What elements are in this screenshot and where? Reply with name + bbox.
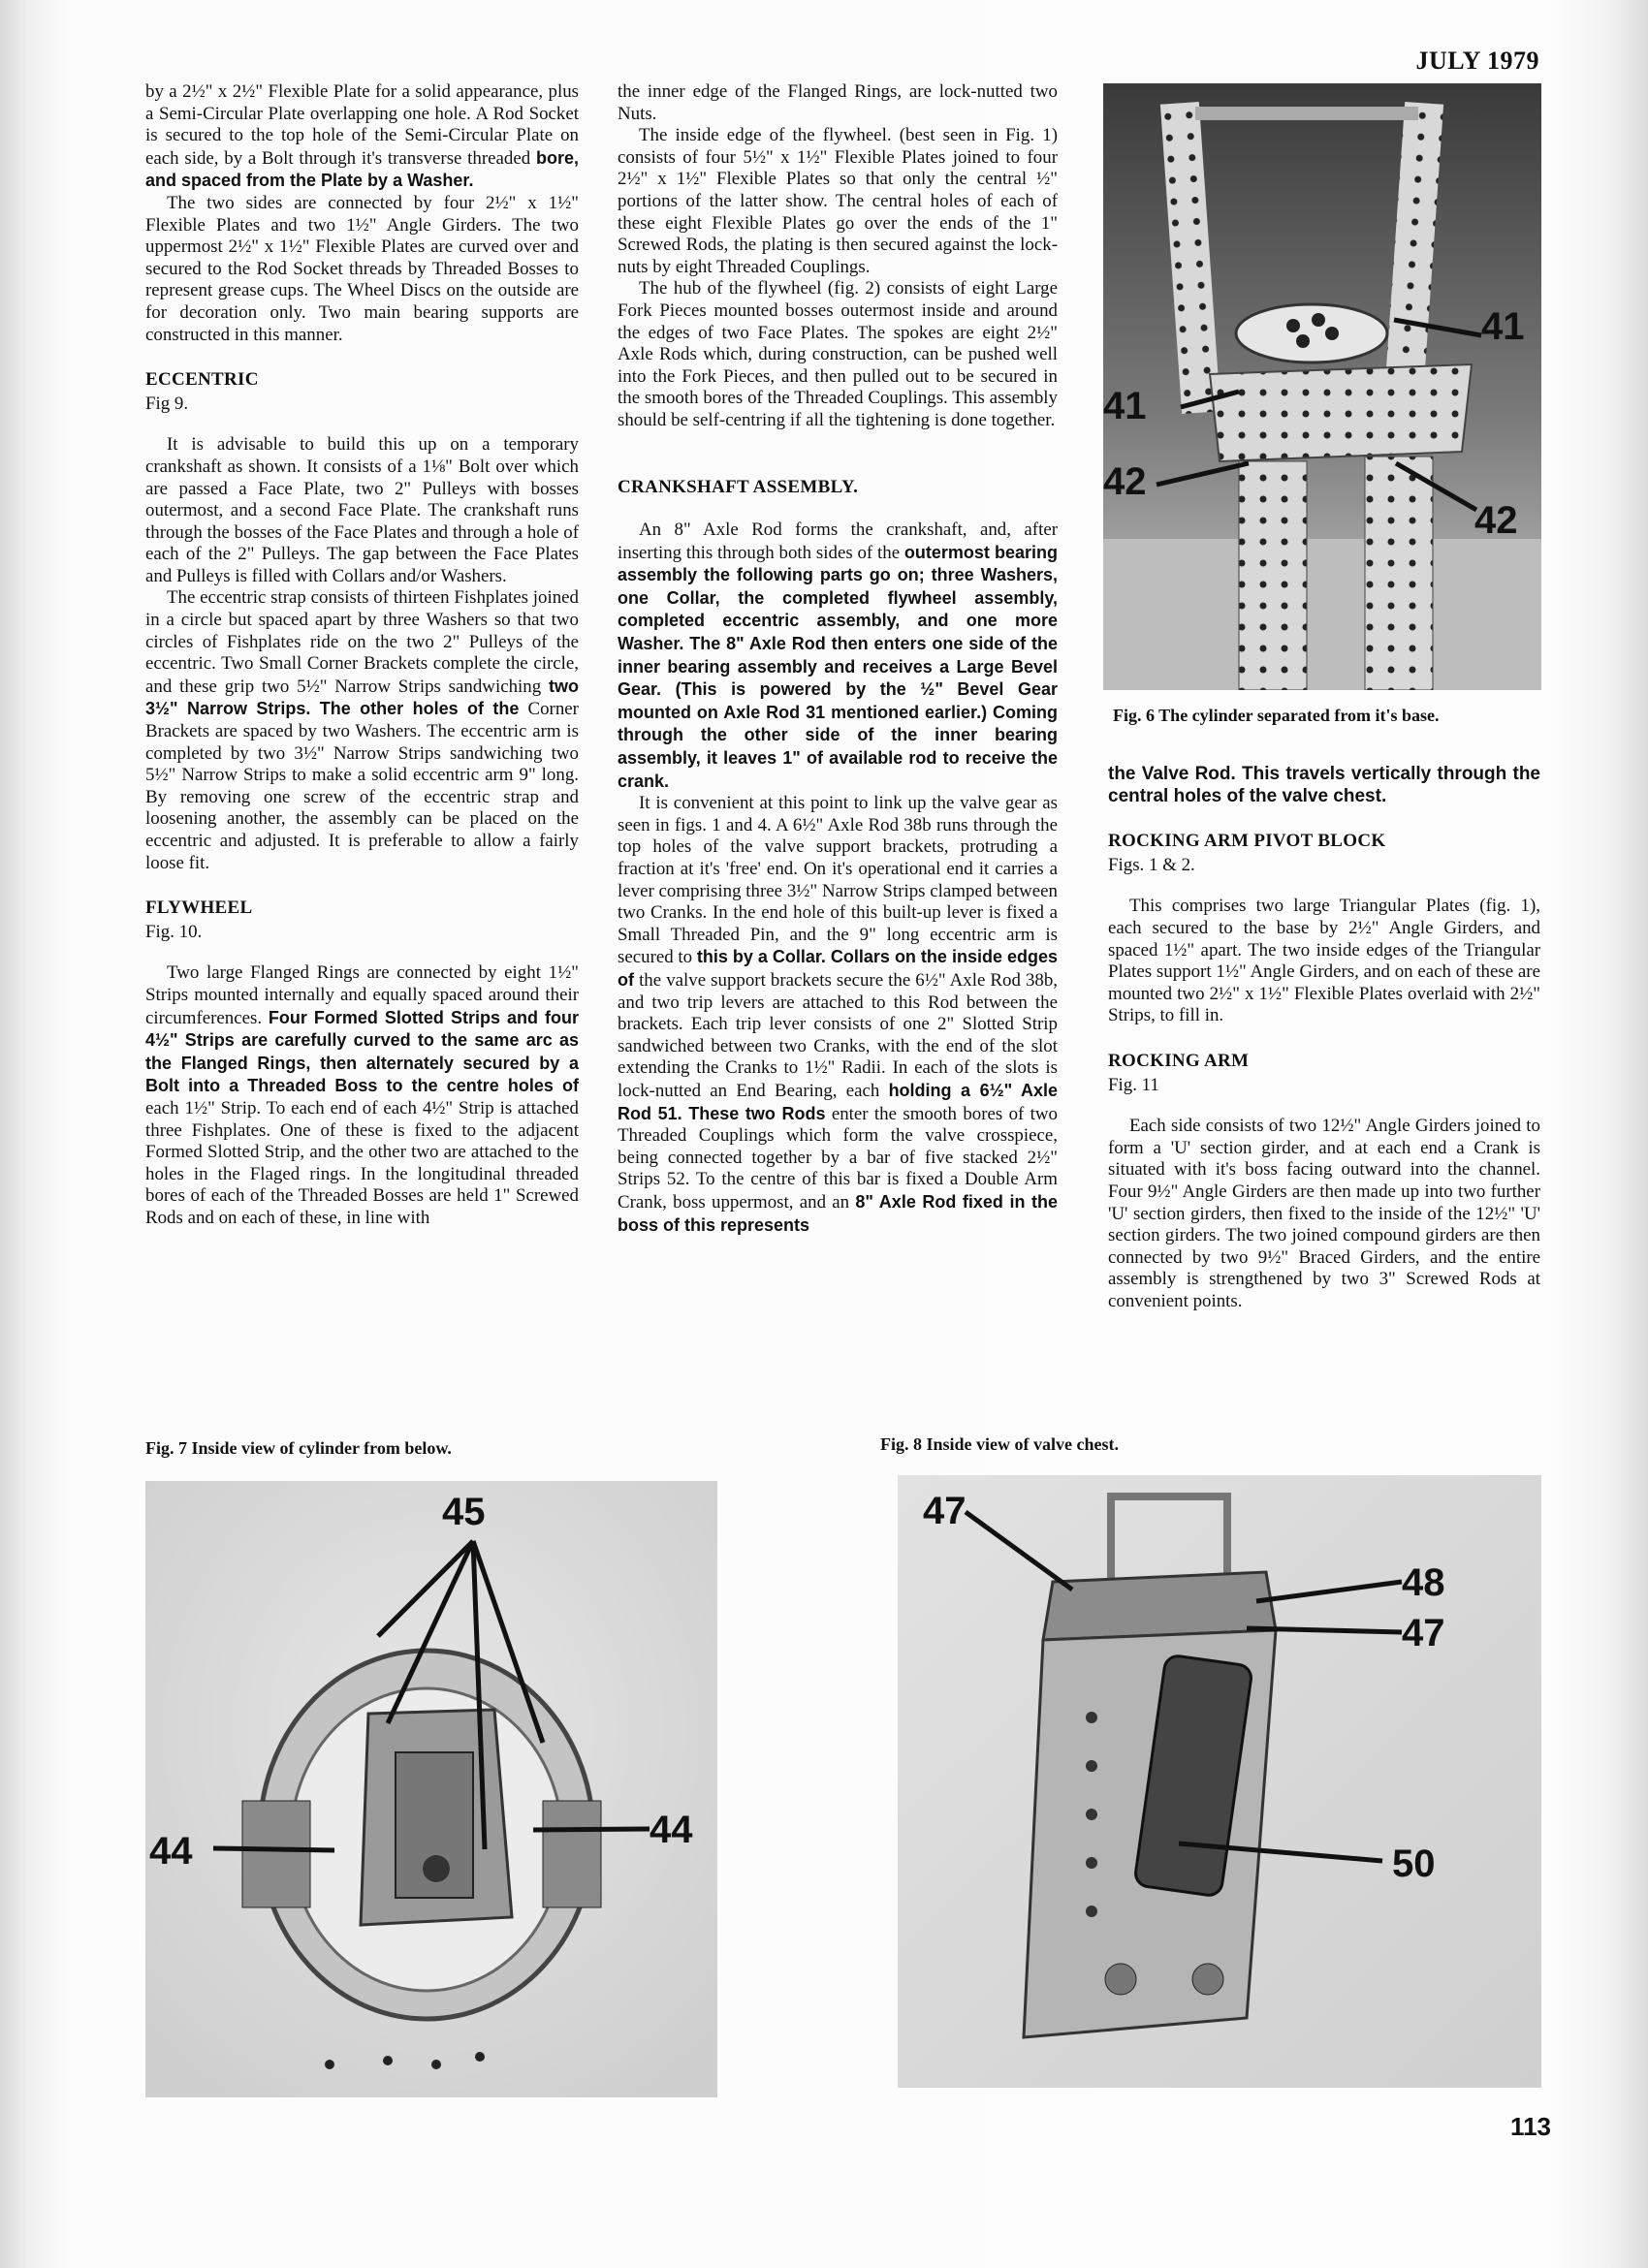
callout-label: 44 [149, 1830, 193, 1873]
cylinder-underside-illustration [145, 1481, 717, 2097]
figure-reference: Fig. 10. [145, 921, 203, 942]
paragraph: It is advisable to build this up on a temporary crankshaft as shown. It consists of a 1⅛" Bolt over which are passed a Face Plate, two 2" Pulleys with bosses outermost, and a second Face Plate. The crankshaft runs through the bosses of the Face Plates and through a hole of each of the 2" Pulleys. The gap between the Face Plates and Pulleys is filled with Collars and/or Washers. [145, 434, 579, 586]
bold-text-run: holding a 6½" Axle Rod 51. These two Rods [618, 1080, 1058, 1123]
paragraph: This comprises two large Triangular Plates (fig. 1), each secured to the base by 2½" Angle Girders, and spaced 1½" apart. The two inside edges of the Triangular Plates support 1½" Angle Girders, and on each of these are mounted two 2½" x 1½" Flexible Plates overlaid with 2½" Strips, to fill in. [1108, 896, 1540, 1026]
figure-reference: Figs. 1 & 2. [1108, 854, 1195, 875]
paragraph [618, 793, 1058, 1237]
callout-label: 41 [1481, 305, 1525, 348]
bold-text-run: Four Formed Slotted Strips and four 4½" Strips are carefully curved to the same arc as the Flanged Rings, then alternately secured by a Bolt into a Threaded Boss to the centre holes of [145, 1007, 580, 1096]
text-column-2 [618, 81, 1058, 1237]
section-heading-eccentric: ECCENTRIC [145, 369, 259, 391]
callout-label: 42 [1103, 460, 1147, 503]
paragraph [145, 81, 579, 193]
figure-8-caption: Fig. 8 Inside view of valve chest. [880, 1434, 1119, 1454]
figure-6-photo [1103, 83, 1541, 690]
callout-label: 47 [923, 1490, 967, 1532]
text-run: Corner Brackets are spaced by two Washers. The eccentric arm is completed by two 3½" Narrow Strips sandwiching two 5½" Narrow Strips to make a solid eccentric arm 9" long. By removing one screw of the eccentric strap and loosening another, the assembly can be placed on the eccentric and adjusted. It is preferable to allow a fairly loose fit. [145, 699, 579, 873]
text-run: each 1½" Strip. To each end of each 4½" Strip is attached three Fishplates. One of these is fixed to the adjacent Formed Slotted Strip, and the other two are attached to the holes in the Flaged rings. In the longitudinal threaded bores of each of the Threaded Bosses are held 1" Screwed Rods and on each of these, in line with [145, 1097, 579, 1228]
bold-text-run: two 3½" Narrow Strips. The other holes of the [145, 676, 579, 719]
bold-text-run: this by a Collar. Collars on the inside edges of [618, 947, 1058, 990]
valve-chest-illustration [898, 1475, 1541, 2088]
cylinder-photo-illustration [1103, 83, 1541, 690]
bold-text-run: 8" Axle Rod fixed in the boss of this represents [618, 1191, 1058, 1235]
text-run: Two large Flanged Rings are connected by eight 1½" Strips mounted internally and equally spaced around their circumferences. [145, 962, 579, 1028]
text-run: enter the smooth bores of two Threaded Couplings which form the valve crosspiece, being connected together by a bar of five stacked 2½" Strips 52. To the centre of this bar is fixed a Double Arm Crank, boss uppermost, and an [618, 1103, 1058, 1213]
paragraph: The inside edge of the flywheel. (best seen in Fig. 1) consists of four 5½" x 1½" Flexible Plates joined to four 2½" x 1½" Flexible Plates so that only the central ½" portions of the latter show. The central holes of each of these eight Flexible Plates go over the ends of the 1" Screwed Rods, the plating is then secured against the lock-nuts by eight Threaded Couplings. [618, 125, 1058, 277]
callout-label: 44 [650, 1809, 693, 1851]
section-heading-rocking-arm: ROCKING ARM [1108, 1050, 1250, 1071]
text-run: the valve support brackets secure the 6½" Axle Rod 38b, and two trip levers are attached to this Rod between the brackets. Each trip lever consists of one 2" Slotted Strip sandwiched between two Cranks, with the end of the slot extending the Cranks to 1½" Radii. In each of the slots is lock-nutted an End Bearing, each [618, 969, 1058, 1101]
paragraph: the inner edge of the Flanged Rings, are lock-nutted two Nuts. [618, 81, 1058, 124]
paragraph: The two sides are connected by four 2½" x 1½" Flexible Plates and two 1½" Angle Girders. The two uppermost 2½" x 1½" Flexible Plates are curved over and secured to the Rod Socket threads by Threaded Bosses to represent grease cups. The Wheel Discs on the outside are for decoration only. Two main bearing supports are constructed in this manner. [145, 192, 579, 345]
text-run: It is convenient at this point to link up the valve gear as seen in figs. 1 and 4. A 6½" Axle Rod 38b runs through the top holes of the valve support brackets, protruding a fraction at it's 'free' end. On it's operational end it carries a lever comprising three 3½" Narrow Strips clamped between two Cranks. In the end hole of this built-up lever is fixed a Small Threaded Pin, and the 9" long eccentric arm is secured to [618, 793, 1058, 968]
figure-reference: Fig 9. [145, 393, 189, 414]
paragraph: the Valve Rod. This travels vertically through the central holes of the valve chest. [1108, 764, 1540, 806]
figure-7-photo [145, 1481, 717, 2097]
paragraph [618, 520, 1058, 793]
callout-label: 45 [442, 1491, 486, 1533]
section-heading-flywheel: FLYWHEEL [145, 898, 253, 919]
figure-7-caption: Fig. 7 Inside view of cylinder from below. [145, 1438, 452, 1458]
callout-label: 50 [1392, 1843, 1436, 1885]
paragraph: Each side consists of two 12½" Angle Girders joined to form a 'U' section girder, and at each end a Crank is situated with it's boss facing outward into the channel. Four 9½" Angle Girders are then made up into two further 'U' section girders, then fixed to the inside of the 12½" 'U' section girders. The two joined compound girders are then connected by two 9½" Braced Girders, and the entire assembly is strengthened by two 3" Screwed Rods at convenient points. [1108, 1116, 1540, 1311]
paragraph [145, 587, 579, 874]
text-run: The eccentric strap consists of thirteen Fishplates joined in a circle but spaced apart by three Washers so that two circles of Fishplates ride on the two 2" Pulleys of the eccentric. Two Small Corner Brackets complete the circle, and these grip two 5½" Narrow Strips sandwiching [145, 587, 579, 697]
text-run: by a 2½" x 2½" Flexible Plate for a solid appearance, plus a Semi-Circular Plate overlapping one hole. A Rod Socket is secured to the top hole of the Semi-Circular Plate on each side, by a Bolt through it's transverse threaded [145, 81, 579, 169]
section-heading-crankshaft: CRANKSHAFT ASSEMBLY. [618, 476, 859, 497]
callout-label: 41 [1103, 385, 1147, 427]
issue-date: JULY 1979 [1415, 47, 1539, 75]
section-heading-pivot-block: ROCKING ARM PIVOT BLOCK [1108, 831, 1386, 852]
text-column-1 [145, 81, 579, 1230]
figure-6-caption: Fig. 6 The cylinder separated from it's base. [1113, 706, 1440, 725]
text-run: An 8" Axle Rod forms the crankshaft, and, after inserting this through both sides of the [618, 520, 1058, 563]
figure-8-photo [898, 1475, 1541, 2088]
text-column-3 [1108, 764, 1540, 1312]
callout-label: 48 [1402, 1561, 1445, 1604]
paragraph [145, 962, 579, 1229]
bold-text-run: bore, and spaced from the Plate by a Washer. [145, 147, 579, 191]
paragraph: The hub of the flywheel (fig. 2) consists of eight Large Fork Pieces mounted bosses outermost inside and around the edges of two Face Plates. The spokes are eight 2½" Axle Rods which, during construction, can be pushed well into the Fork Pieces, and then pulled out to be secured in the smooth bores of the Threaded Couplings. This assembly should be self-centring if all the tightening is done together. [618, 278, 1058, 430]
callout-label: 47 [1402, 1612, 1445, 1654]
callout-label: 42 [1474, 499, 1518, 542]
page-number: 113 [1510, 2112, 1551, 2141]
bold-text-run: outermost bearing assembly the following parts go on; three Washers, one Collar, the completed flywheel assembly, completed eccentric assembly, and one more Washer. The 8" Axle Rod then enters one side of the inner bearing assembly and receives a Large Bevel Gear. (This is powered by the ½" Bevel Gear mounted on Axle Rod 31 mentioned earlier.) Coming through the other side of the inner bearing assembly, it leaves 1" of available rod to receive the crank. [618, 542, 1058, 791]
figure-reference: Fig. 11 [1108, 1074, 1159, 1095]
